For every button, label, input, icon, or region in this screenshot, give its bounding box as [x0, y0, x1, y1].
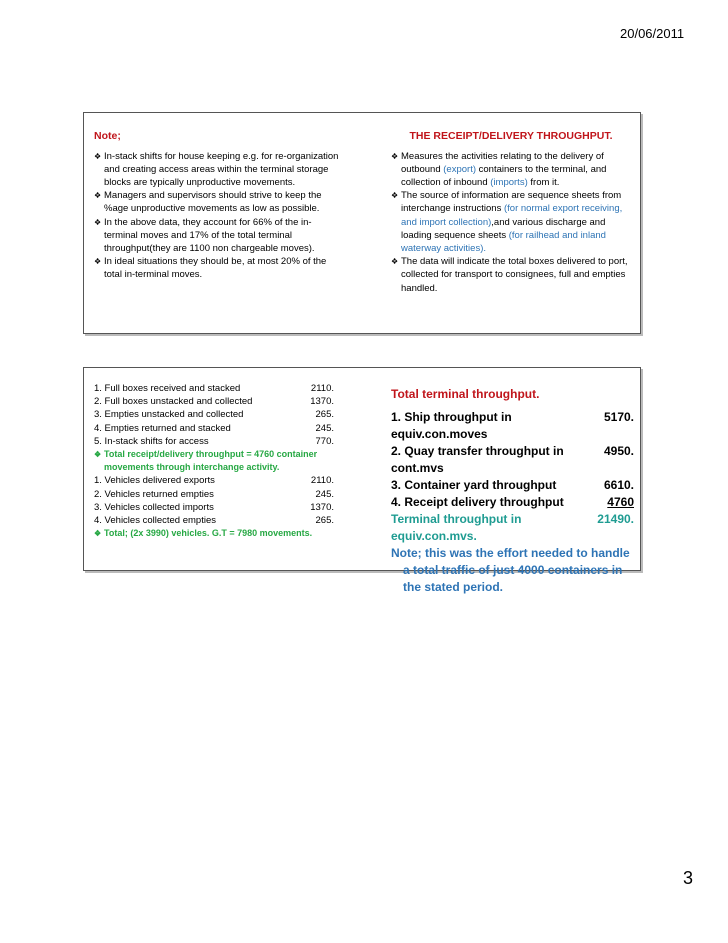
- receipt-bullet: ❖ The data will indicate the total boxes delivered to port, collected for transport to consignees, full and empties handled.: [391, 256, 628, 294]
- note-bullet: ❖ In ideal situations they should be, at most 20% of the total in-terminal moves.: [94, 256, 327, 281]
- diamond-bullet-icon: ❖: [391, 151, 399, 161]
- list-item: 2. Quay transfer throughput in cont.mvs 4950.: [391, 444, 634, 475]
- receipt-bullet: ❖ The source of information are sequence sheets from interchange instructions (for normal export receiving, and import collection),and various discharge and loading sequence sheets (for railhead and inland waterway activities).: [391, 190, 623, 254]
- list-item: 3. Vehicles collected imports 1370.: [94, 501, 334, 513]
- list-item: 2. Vehicles returned empties 245.: [94, 488, 334, 500]
- slide1-left-column: [94, 129, 344, 282]
- effort-note: Note; this was the effort needed to handle a total traffic of just 4000 containers in the stated period.: [391, 546, 630, 594]
- total-receipt-note: ❖ Total receipt/delivery throughput = 4760 container movements through interchange activity.: [94, 449, 318, 473]
- receipt-delivery-title: THE RECEIPT/DELIVERY THROUGHPUT.: [409, 130, 613, 142]
- diamond-bullet-icon: ❖: [94, 529, 102, 539]
- diamond-bullet-icon: ❖: [94, 191, 102, 201]
- diamond-bullet-icon: ❖: [391, 257, 399, 267]
- total-throughput-title: Total terminal throughput.: [391, 387, 540, 401]
- header-date: 20/06/2011: [620, 26, 685, 41]
- list-item: 3. Container yard throughput 6610.: [391, 478, 634, 492]
- receipt-bullet: ❖ Measures the activities relating to the delivery of outbound (export) containers to the terminal, and collection of inbound (imports) from it.: [391, 150, 607, 188]
- slide2-right-column: [391, 386, 634, 596]
- list-item: 5. In-stack shifts for access 770.: [94, 435, 334, 447]
- list-item: 4. Empties returned and stacked 245.: [94, 422, 334, 434]
- note-bullet: ❖ In the above data, they account for 66% of the in-terminal moves and 17% of the total terminal throughput(they are 1100 non chargeable moves).: [94, 216, 315, 254]
- diamond-bullet-icon: ❖: [94, 257, 102, 267]
- page-number: 3: [683, 868, 694, 888]
- diamond-bullet-icon: ❖: [391, 191, 399, 201]
- list-item: 2. Full boxes unstacked and collected 1370.: [94, 396, 334, 408]
- total-vehicles-note: ❖ Total; (2x 3990) vehicles. G.T = 7980 movements.: [94, 527, 334, 540]
- list-item: 3. Empties unstacked and collected 265.: [94, 409, 334, 421]
- slide2-left-column: [94, 382, 334, 540]
- list-item: 1. Ship throughput in equiv.con.moves 5170.: [391, 410, 634, 441]
- list-item: 1. Vehicles delivered exports 2110.: [94, 475, 334, 487]
- terminal-throughput-total: Terminal throughput in equiv.con.mvs. 21490.: [391, 512, 634, 543]
- slide-throughput-summary: [83, 367, 641, 594]
- note-bullet: ❖ Managers and supervisors should strive to keep the %age unproductive movements as low as possible.: [94, 190, 322, 215]
- slide-notes-receipt-delivery: [83, 112, 641, 334]
- list-item: 4. Vehicles collected empties 265.: [94, 515, 334, 527]
- diamond-bullet-icon: ❖: [94, 217, 102, 227]
- note-bullet: ❖ In-stack shifts for house keeping e.g. for re-organization and creating access areas within the terminal storage blocks are typically unproductive movements.: [94, 150, 339, 188]
- slide1-right-column: [391, 129, 631, 295]
- note-title: Note;: [94, 130, 121, 142]
- list-item: 1. Full boxes received and stacked 2110.: [94, 383, 334, 394]
- diamond-bullet-icon: ❖: [94, 151, 102, 161]
- diamond-bullet-icon: ❖: [94, 450, 102, 460]
- list-item: 4. Receipt delivery throughput 4760: [391, 495, 634, 509]
